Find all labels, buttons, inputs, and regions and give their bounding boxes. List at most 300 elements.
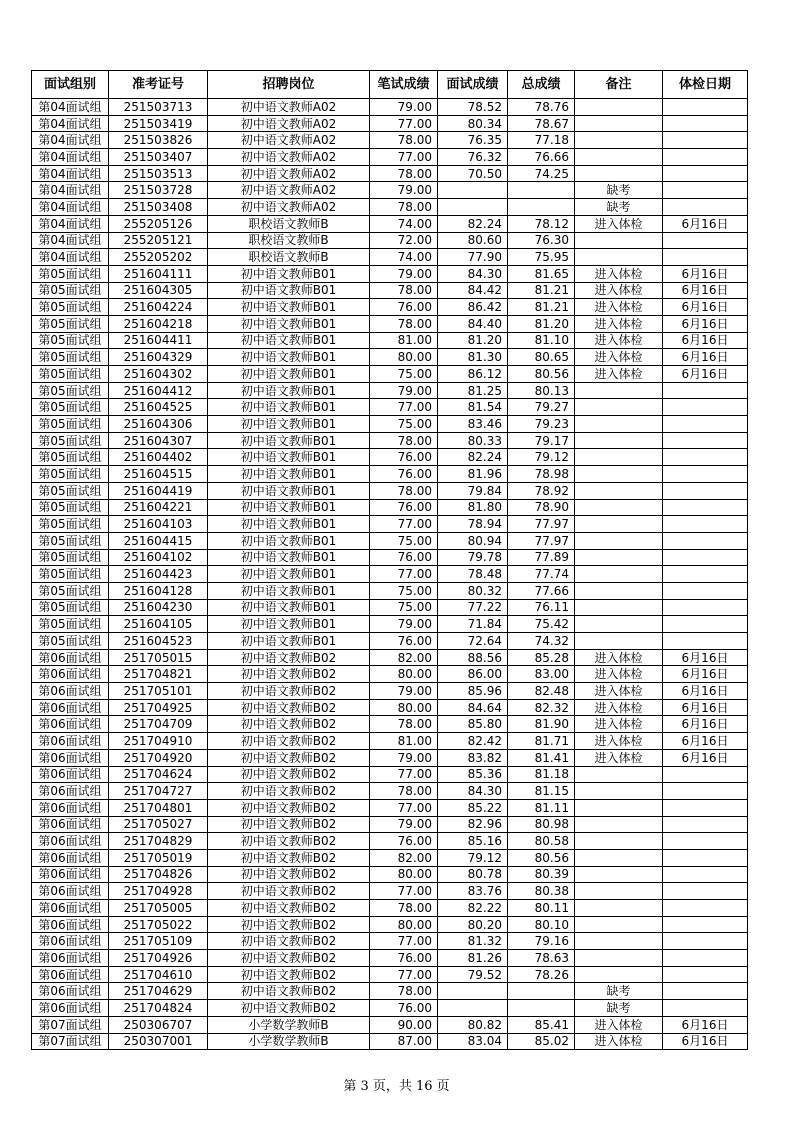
remark-cell [575,466,663,483]
interview-score-cell: 85.36 [438,766,508,783]
exam-date-cell [663,816,748,833]
written-score-cell: 76.00 [370,449,438,466]
total-score-cell: 78.90 [508,499,575,516]
exam-date-cell [663,99,748,116]
table-row [32,783,748,800]
total-score-cell: 81.10 [508,332,575,349]
table-row [32,99,748,116]
interview-score-cell: 76.35 [438,132,508,149]
remark-cell [575,866,663,883]
remark-cell [575,816,663,833]
exam-date-cell [663,182,748,199]
exam-date-cell: 6月16日 [663,1033,748,1050]
group-cell: 第06面试组 [32,866,109,883]
interview-score-cell: 84.30 [438,783,508,800]
written-score-cell: 78.00 [370,165,438,182]
exam-date-cell [663,449,748,466]
group-cell: 第04面试组 [32,165,109,182]
table-row [32,733,748,750]
position-cell: 初中语文教师B02 [208,1000,370,1017]
written-score-cell: 77.00 [370,399,438,416]
remark-cell [575,549,663,566]
remark-cell [575,115,663,132]
written-score-cell: 76.00 [370,833,438,850]
total-score-cell: 77.97 [508,532,575,549]
remark-cell: 缺考 [575,182,663,199]
exam-number-cell: 251704709 [109,716,208,733]
exam-date-cell [663,966,748,983]
group-cell: 第05面试组 [32,466,109,483]
exam-number-cell: 251604103 [109,516,208,533]
written-score-cell: 77.00 [370,149,438,166]
table-row [32,633,748,650]
exam-date-cell [663,799,748,816]
exam-number-cell: 255205126 [109,215,208,232]
table-row [32,699,748,716]
interview-score-cell: 85.22 [438,799,508,816]
table-row [32,983,748,1000]
remark-cell [575,416,663,433]
exam-number-cell: 251604230 [109,599,208,616]
page-footer: 第 3 页，共 16 页 [343,1079,450,1094]
exam-date-cell [663,900,748,917]
group-cell: 第05面试组 [32,282,109,299]
exam-date-cell [663,549,748,566]
written-score-cell: 78.00 [370,315,438,332]
written-score-cell: 72.00 [370,232,438,249]
table-row [32,332,748,349]
written-score-cell: 78.00 [370,783,438,800]
position-cell: 初中语文教师B01 [208,549,370,566]
group-cell: 第05面试组 [32,516,109,533]
total-score-cell: 80.58 [508,833,575,850]
position-cell: 初中语文教师B02 [208,799,370,816]
exam-number-cell: 251704826 [109,866,208,883]
header-position: 招聘岗位 [208,71,370,99]
written-score-cell: 78.00 [370,132,438,149]
remark-cell [575,399,663,416]
position-cell: 初中语文教师B01 [208,416,370,433]
position-cell: 初中语文教师B01 [208,399,370,416]
table-row [32,1000,748,1017]
total-score-cell: 80.10 [508,916,575,933]
position-cell: 初中语文教师B02 [208,983,370,1000]
group-cell: 第06面试组 [32,950,109,967]
table-row [32,666,748,683]
exam-number-cell: 251604221 [109,499,208,516]
written-score-cell: 75.00 [370,532,438,549]
exam-number-cell: 251604523 [109,633,208,650]
position-cell: 初中语文教师B01 [208,582,370,599]
written-score-cell: 77.00 [370,933,438,950]
total-score-cell: 75.42 [508,616,575,633]
position-cell: 初中语文教师B01 [208,382,370,399]
remark-cell: 缺考 [575,199,663,216]
total-score-cell: 77.66 [508,582,575,599]
interview-score-cell [438,983,508,1000]
exam-date-cell [663,399,748,416]
table-row [32,866,748,883]
table-row [32,799,748,816]
position-cell: 初中语文教师B01 [208,299,370,316]
exam-number-cell: 251704610 [109,966,208,983]
group-cell: 第06面试组 [32,649,109,666]
position-cell: 初中语文教师B02 [208,950,370,967]
exam-number-cell: 251604411 [109,332,208,349]
remark-cell [575,165,663,182]
group-cell: 第06面试组 [32,716,109,733]
group-cell: 第04面试组 [32,115,109,132]
exam-date-cell [663,199,748,216]
group-cell: 第04面试组 [32,182,109,199]
group-cell: 第05面试组 [32,416,109,433]
group-cell: 第06面试组 [32,883,109,900]
exam-date-cell [663,466,748,483]
position-cell: 初中语文教师B01 [208,332,370,349]
position-cell: 初中语文教师B01 [208,499,370,516]
total-score-cell: 78.63 [508,950,575,967]
interview-score-cell: 85.80 [438,716,508,733]
group-cell: 第05面试组 [32,265,109,282]
interview-score-cell: 78.94 [438,516,508,533]
remark-cell: 进入体检 [575,666,663,683]
written-score-cell: 77.00 [370,566,438,583]
remark-cell: 进入体检 [575,332,663,349]
interview-score-cell: 83.82 [438,749,508,766]
group-cell: 第05面试组 [32,549,109,566]
group-cell: 第04面试组 [32,232,109,249]
exam-date-cell [663,532,748,549]
total-score-cell: 85.28 [508,649,575,666]
group-cell: 第06面试组 [32,783,109,800]
total-score-cell: 81.11 [508,799,575,816]
table-row [32,132,748,149]
group-cell: 第06面试组 [32,900,109,917]
remark-cell: 进入体检 [575,215,663,232]
exam-date-cell [663,566,748,583]
position-cell: 初中语文教师B01 [208,532,370,549]
exam-number-cell: 251604305 [109,282,208,299]
position-cell: 初中语文教师B01 [208,349,370,366]
total-score-cell: 77.89 [508,549,575,566]
written-score-cell: 82.00 [370,849,438,866]
position-cell: 初中语文教师B02 [208,683,370,700]
written-score-cell: 76.00 [370,950,438,967]
interview-score-cell: 83.76 [438,883,508,900]
interview-score-cell: 86.42 [438,299,508,316]
exam-date-cell [663,866,748,883]
written-score-cell: 77.00 [370,883,438,900]
exam-date-cell [663,165,748,182]
interview-score-cell [438,199,508,216]
group-cell: 第04面试组 [32,99,109,116]
position-cell: 职校语文教师B [208,232,370,249]
table-row [32,432,748,449]
total-score-cell: 80.13 [508,382,575,399]
position-cell: 职校语文教师B [208,249,370,266]
remark-cell: 进入体检 [575,733,663,750]
interview-score-cell: 77.90 [438,249,508,266]
total-score-cell: 80.11 [508,900,575,917]
group-cell: 第05面试组 [32,633,109,650]
exam-number-cell: 251705109 [109,933,208,950]
group-cell: 第05面试组 [32,449,109,466]
position-cell: 初中语文教师B02 [208,900,370,917]
remark-cell [575,766,663,783]
remark-cell [575,449,663,466]
total-score-cell: 79.27 [508,399,575,416]
table-row [32,616,748,633]
remark-cell: 进入体检 [575,315,663,332]
remark-cell [575,599,663,616]
interview-score-cell: 85.96 [438,683,508,700]
total-score-cell: 76.30 [508,232,575,249]
written-score-cell: 79.00 [370,683,438,700]
written-score-cell: 76.00 [370,466,438,483]
exam-number-cell: 251604423 [109,566,208,583]
exam-date-cell [663,883,748,900]
position-cell: 初中语文教师A02 [208,199,370,216]
exam-number-cell: 251704629 [109,983,208,1000]
exam-date-cell: 6月16日 [663,366,748,383]
exam-date-cell [663,582,748,599]
remark-cell [575,883,663,900]
interview-score-cell: 80.82 [438,1016,508,1033]
exam-number-cell: 251604307 [109,432,208,449]
group-cell: 第05面试组 [32,599,109,616]
remark-cell: 进入体检 [575,716,663,733]
position-cell: 初中语文教师B02 [208,783,370,800]
header-group: 面试组别 [32,71,109,99]
exam-number-cell: 251704801 [109,799,208,816]
position-cell: 初中语文教师B01 [208,282,370,299]
group-cell: 第06面试组 [32,699,109,716]
group-cell: 第05面试组 [32,299,109,316]
remark-cell [575,933,663,950]
exam-number-cell: 250307001 [109,1033,208,1050]
written-score-cell: 82.00 [370,649,438,666]
header-row [32,71,748,99]
total-score-cell: 78.76 [508,99,575,116]
exam-date-cell [663,482,748,499]
position-cell: 初中语文教师A02 [208,132,370,149]
written-score-cell: 87.00 [370,1033,438,1050]
position-cell: 初中语文教师A02 [208,182,370,199]
remark-cell [575,532,663,549]
remark-cell [575,633,663,650]
remark-cell: 进入体检 [575,282,663,299]
group-cell: 第06面试组 [32,933,109,950]
written-score-cell: 79.00 [370,382,438,399]
exam-date-cell [663,616,748,633]
header-exam-date: 体检日期 [663,71,748,99]
written-score-cell: 77.00 [370,115,438,132]
exam-date-cell: 6月16日 [663,749,748,766]
table-row [32,549,748,566]
written-score-cell: 77.00 [370,966,438,983]
position-cell: 初中语文教师B01 [208,482,370,499]
exam-number-cell: 251704821 [109,666,208,683]
group-cell: 第05面试组 [32,332,109,349]
position-cell: 初中语文教师A02 [208,99,370,116]
exam-number-cell: 251604102 [109,549,208,566]
remark-cell [575,582,663,599]
written-score-cell: 78.00 [370,983,438,1000]
position-cell: 初中语文教师B01 [208,265,370,282]
interview-score-cell: 71.84 [438,616,508,633]
exam-date-cell: 6月16日 [663,282,748,299]
table-row [32,416,748,433]
group-cell: 第07面试组 [32,1016,109,1033]
table-row [32,833,748,850]
table-row [32,299,748,316]
position-cell: 初中语文教师B02 [208,883,370,900]
position-cell: 职校语文教师B [208,215,370,232]
interview-score-cell: 84.30 [438,265,508,282]
group-cell: 第06面试组 [32,916,109,933]
remark-cell [575,132,663,149]
exam-date-cell [663,766,748,783]
table-row [32,382,748,399]
group-cell: 第06面试组 [32,966,109,983]
total-score-cell: 74.25 [508,165,575,182]
remark-cell [575,916,663,933]
total-score-cell: 76.66 [508,149,575,166]
position-cell: 初中语文教师B01 [208,366,370,383]
interview-score-cell: 81.20 [438,332,508,349]
interview-score-cell [438,182,508,199]
total-score-cell: 76.11 [508,599,575,616]
position-cell: 初中语文教师B02 [208,699,370,716]
remark-cell: 进入体检 [575,349,663,366]
position-cell: 初中语文教师B01 [208,516,370,533]
interview-score-cell: 84.40 [438,315,508,332]
total-score-cell: 80.98 [508,816,575,833]
position-cell: 初中语文教师B02 [208,666,370,683]
table-row [32,315,748,332]
table-row [32,883,748,900]
group-cell: 第05面试组 [32,582,109,599]
written-score-cell: 81.00 [370,332,438,349]
remark-cell [575,499,663,516]
total-score-cell: 77.97 [508,516,575,533]
interview-score-cell: 82.24 [438,449,508,466]
written-score-cell: 75.00 [370,582,438,599]
group-cell: 第05面试组 [32,349,109,366]
exam-date-cell: 6月16日 [663,265,748,282]
written-score-cell: 77.00 [370,799,438,816]
table-row [32,482,748,499]
total-score-cell: 82.48 [508,683,575,700]
remark-cell [575,516,663,533]
total-score-cell: 78.92 [508,482,575,499]
exam-number-cell: 251604415 [109,532,208,549]
interview-score-cell: 81.26 [438,950,508,967]
total-score-cell: 82.32 [508,699,575,716]
interview-score-cell: 80.33 [438,432,508,449]
exam-date-cell [663,1000,748,1017]
remark-cell: 进入体检 [575,265,663,282]
table-row [32,849,748,866]
interview-score-cell: 80.78 [438,866,508,883]
position-cell: 初中语文教师B02 [208,733,370,750]
exam-number-cell: 251604224 [109,299,208,316]
table-row [32,182,748,199]
written-score-cell: 74.00 [370,249,438,266]
interview-score-cell: 81.80 [438,499,508,516]
position-cell: 初中语文教师B01 [208,466,370,483]
exam-date-cell [663,499,748,516]
interview-score-cell: 84.64 [438,699,508,716]
interview-score-cell: 86.00 [438,666,508,683]
exam-number-cell: 255205202 [109,249,208,266]
position-cell: 初中语文教师B02 [208,966,370,983]
written-score-cell: 74.00 [370,215,438,232]
group-cell: 第06面试组 [32,683,109,700]
score-table [31,70,748,1050]
table-row [32,582,748,599]
written-score-cell: 76.00 [370,1000,438,1017]
written-score-cell: 79.00 [370,749,438,766]
remark-cell: 进入体检 [575,1016,663,1033]
exam-date-cell [663,115,748,132]
total-score-cell: 78.67 [508,115,575,132]
remark-cell [575,149,663,166]
remark-cell: 缺考 [575,983,663,1000]
total-score-cell: 85.02 [508,1033,575,1050]
group-cell: 第06面试组 [32,816,109,833]
position-cell: 初中语文教师B01 [208,449,370,466]
exam-date-cell [663,416,748,433]
table-row [32,282,748,299]
written-score-cell: 80.00 [370,866,438,883]
table-row [32,149,748,166]
remark-cell [575,99,663,116]
written-score-cell: 80.00 [370,666,438,683]
exam-date-cell [663,950,748,967]
remark-cell [575,616,663,633]
group-cell: 第05面试组 [32,482,109,499]
table-row [32,1016,748,1033]
total-score-cell: 80.65 [508,349,575,366]
remark-cell [575,833,663,850]
exam-date-cell: 6月16日 [663,716,748,733]
table-row [32,466,748,483]
exam-date-cell [663,132,748,149]
header-exam-number: 准考证号 [109,71,208,99]
interview-score-cell: 80.32 [438,582,508,599]
interview-score-cell: 81.96 [438,466,508,483]
table-row [32,816,748,833]
exam-date-cell: 6月16日 [663,215,748,232]
total-score-cell: 81.21 [508,299,575,316]
written-score-cell: 79.00 [370,816,438,833]
exam-number-cell: 251604302 [109,366,208,383]
exam-number-cell: 251704910 [109,733,208,750]
total-score-cell: 78.26 [508,966,575,983]
exam-number-cell: 251503826 [109,132,208,149]
written-score-cell: 78.00 [370,900,438,917]
exam-number-cell: 251705022 [109,916,208,933]
group-cell: 第06面试组 [32,833,109,850]
table-row [32,532,748,549]
exam-date-cell: 6月16日 [663,1016,748,1033]
total-score-cell: 80.56 [508,366,575,383]
table-row [32,566,748,583]
interview-score-cell: 77.22 [438,599,508,616]
table-row [32,1033,748,1050]
written-score-cell: 78.00 [370,282,438,299]
